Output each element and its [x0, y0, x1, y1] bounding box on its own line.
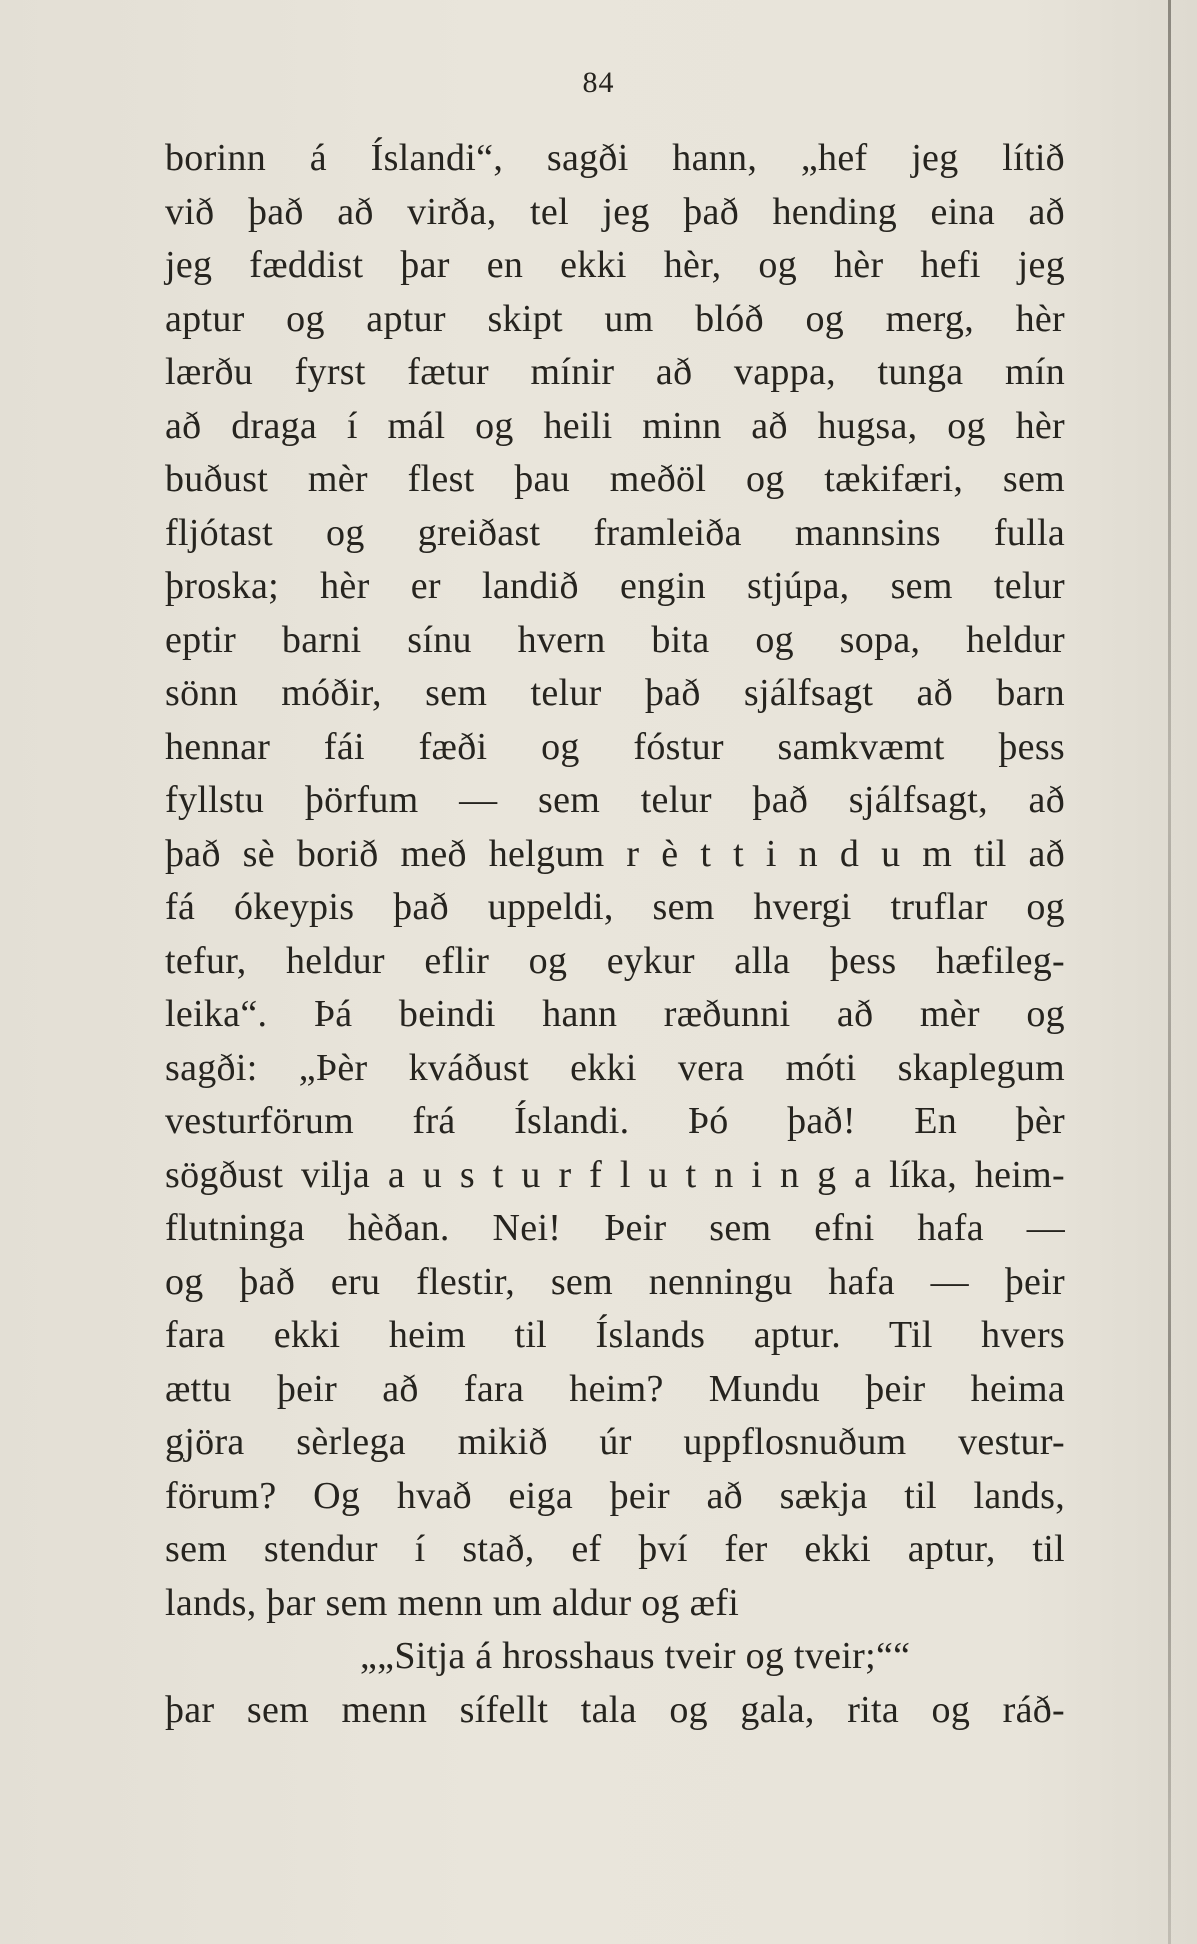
text-line: „„Sitja á hrosshaus tveir og tveir;““: [360, 1635, 911, 1677]
body-text: [165, 132, 1065, 1737]
text-line: jeg fæddist þar en ekki hèr, og hèr hefi jeg: [165, 244, 1065, 286]
text-line: aptur og aptur skipt um blóð og merg, hèr: [165, 297, 1065, 340]
text-line: sönn móðir, sem telur það sjálfsagt að barn: [165, 672, 1065, 714]
text-line: förum? Og hvað eiga þeir að sækja til lands,: [165, 1474, 1065, 1517]
text-line: við það að virða, tel jeg það hending eina að: [165, 190, 1065, 233]
text-line: hennar fái fæði og fóstur samkvæmt þess: [165, 725, 1065, 768]
text-line: lærðu fyrst fætur mínir að vappa, tunga mín: [165, 351, 1065, 393]
text-line: vesturförum frá Íslandi. Þó það! En þèr: [165, 1100, 1065, 1142]
page-number: 84: [582, 66, 615, 99]
text-line: lands, þar sem menn um aldur og æfi: [165, 1581, 740, 1624]
text-line: fljótast og greiðast framleiða mannsins fulla: [165, 511, 1065, 554]
text-line: sögðust vilja a u s t u r f l u t n i n g a líka, heim-: [165, 1153, 1065, 1196]
text-line: að draga í mál og heili minn að hugsa, og hèr: [165, 404, 1065, 447]
text-line: borinn á Íslandi“, sagði hann, „hef jeg lítið: [165, 137, 1065, 179]
text-line: fara ekki heim til Íslands aptur. Til hvers: [165, 1314, 1065, 1356]
text-line: þar sem menn sífellt tala og gala, rita og ráð-: [165, 1688, 1065, 1731]
text-line: fyllstu þörfum — sem telur það sjálfsagt, að: [165, 779, 1065, 821]
text-line: flutninga hèðan. Nei! Þeir sem efni hafa —: [165, 1207, 1065, 1249]
text-line: það sè borið með helgum r è t t i n d u m til að: [165, 832, 1065, 875]
text-line: eptir barni sínu hvern bita og sopa, heldur: [165, 618, 1065, 661]
page-edge-shadow: [1168, 0, 1171, 1944]
text-line: buðust mèr flest þau meðöl og tækifæri, sem: [165, 458, 1065, 500]
text-line: fá ókeypis það uppeldi, sem hvergi truflar og: [165, 886, 1065, 928]
text-line: og það eru flestir, sem nenningu hafa — þeir: [165, 1260, 1065, 1303]
text-line: leika“. Þá beindi hann ræðunni að mèr og: [165, 993, 1065, 1035]
text-line: sem stendur í stað, ef því fer ekki aptur, til: [165, 1528, 1065, 1570]
text-line: ættu þeir að fara heim? Mundu þeir heima: [165, 1367, 1065, 1410]
text-line: sagði: „Þèr kváðust ekki vera móti skaplegum: [165, 1046, 1065, 1089]
text-line: tefur, heldur eflir og eykur alla þess hæfileg-: [165, 939, 1065, 982]
text-line: þroska; hèr er landið engin stjúpa, sem telur: [165, 565, 1065, 607]
text-line: gjöra sèrlega mikið úr uppflosnuðum vestur-: [165, 1421, 1065, 1463]
